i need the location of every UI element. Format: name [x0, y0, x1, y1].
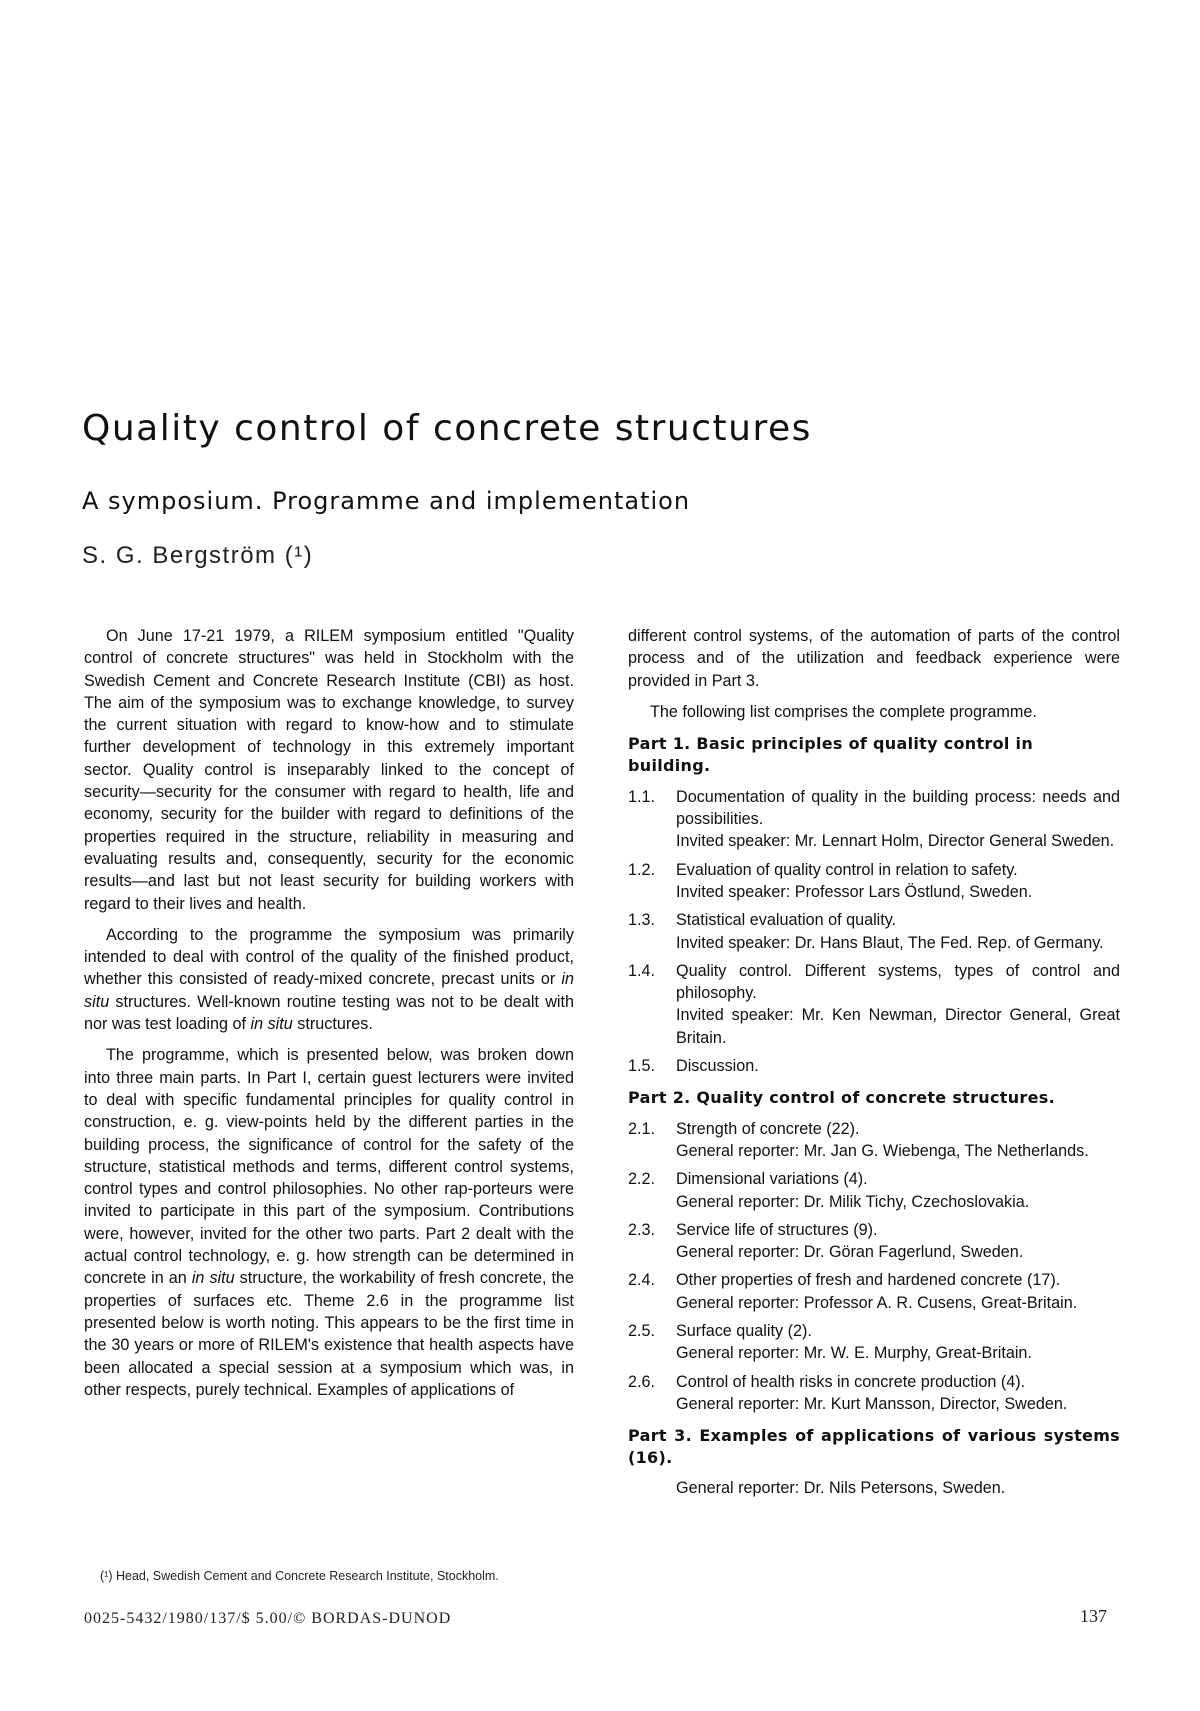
item-number: 2.1.: [628, 1119, 656, 1138]
programme-item: [628, 1269, 1120, 1314]
item-title: Other properties of fresh and hardened concrete (17).: [676, 1271, 1061, 1290]
programme-item: [628, 1371, 1120, 1416]
item-title: Control of health risks in concrete production (4).: [676, 1372, 1026, 1391]
body-paragraph-continuation: different control systems, of the automation of parts of the control process and of the utilization and feedback experience were provided in Part 3.: [628, 627, 1120, 690]
item-speaker: General reporter: Dr. Göran Fagerlund, Sweden.: [676, 1243, 1024, 1262]
programme-item: [628, 1118, 1120, 1163]
part3-heading: Part 3. Examples of applications of various systems (16).: [628, 1426, 1120, 1468]
item-title: Statistical evaluation of quality.: [676, 911, 897, 930]
item-title: Quality control. Different systems, types of control and philosophy.: [676, 961, 1120, 1003]
programme-item: [628, 1219, 1120, 1264]
item-number: 2.6.: [628, 1372, 656, 1391]
item-number: 1.5.: [628, 1057, 656, 1076]
item-number: 1.3.: [628, 911, 656, 930]
item-speaker: General reporter: Mr. W. E. Murphy, Great-Britain.: [676, 1344, 1032, 1363]
item-speaker: General reporter: Mr. Kurt Mansson, Director, Sweden.: [676, 1394, 1068, 1413]
body-paragraph: On June 17-21 1979, a RILEM symposium entitled "Quality control of concrete structures" was held in Stockholm with the Swedish Cement and Concrete Research Institute (CBI) as host. The aim of the symposium was to exchange knowledge, to survey the current situation with regard to know-how and to stimulate further development of technology in this extremely important sector. Quality control is inseparably linked to the concept of security—security for the consumer with regard to health, life and economy, security for the builder with regard to definitions of the properties required in the structure, reliability in measuring and evaluating results and, consequently, security for the economic results—and last but not least security for building workers with regard to their lives and health.: [84, 627, 574, 913]
part2-heading: Part 2. Quality control of concrete structures.: [628, 1088, 1055, 1108]
item-speaker: Invited speaker: Mr. Lennart Holm, Director General Sweden.: [676, 832, 1115, 851]
item-number: 2.4.: [628, 1271, 656, 1290]
item-number: 2.5.: [628, 1322, 656, 1341]
part3-reporter: General reporter: Dr. Nils Petersons, Sweden.: [676, 1479, 1006, 1498]
item-speaker: General reporter: Mr. Jan G. Wiebenga, The Netherlands.: [676, 1141, 1089, 1160]
body-paragraph: The programme, which is presented below, was broken down into three main parts. In Part I, certain guest lecturers were invited to deal with specific fundamental principles for quality control in construction, e. g. view-points held by the different parties in the building process, the significance of control for the safety of the structure, statistical methods and terms, different control systems, control types and control philosophies. No other rap-porteurs were invited to participate in this part of the symposium. Contributions were, however, invited for the other two parts. Part 2 dealt with the actual control technology, e. g. how strength can be determined in concrete in an in situ structure, the workability of fresh concrete, the properties of surfaces etc. Theme 2.6 in the programme list presented below is worth noting. This appears to be the first time in the 30 years or more of RILEM's existence that health aspects have been allocated a special session at a symposium which was, in other respects, purely technical. Examples of applications of: [84, 1046, 574, 1399]
item-title: Surface quality (2).: [676, 1322, 812, 1341]
programme-item: [628, 1168, 1120, 1213]
item-speaker: Invited speaker: Dr. Hans Blaut, The Fed. Rep. of Germany.: [676, 933, 1104, 952]
programme-item: [628, 1055, 1120, 1077]
body-paragraph: According to the programme the symposium was primarily intended to deal with control of the quality of the finished product, whether this consisted of ready-mixed concrete, precast units or in situ structures. Well-known routine testing was not to be dealt with nor was test loading of in situ structures.: [84, 925, 574, 1034]
article-title: Quality control of concrete structures: [82, 408, 812, 449]
item-number: 2.3.: [628, 1220, 656, 1239]
article-subtitle: A symposium. Programme and implementation: [82, 487, 691, 515]
item-title: Dimensional variations (4).: [676, 1170, 868, 1189]
copyright-line: 0025-5432/1980/137/$ 5.00/© BORDAS-DUNOD: [84, 1610, 452, 1627]
item-speaker: Invited speaker: Mr. Ken Newman, Director General, Great Britain.: [676, 1006, 1120, 1047]
item-number: 1.1.: [628, 787, 656, 806]
item-title: Evaluation of quality control in relation to safety.: [676, 860, 1018, 879]
item-number: 1.2.: [628, 860, 656, 879]
programme-item: [628, 786, 1120, 853]
footnote: (¹) Head, Swedish Cement and Concrete Research Institute, Stockholm.: [100, 1569, 499, 1583]
programme-item: [628, 960, 1120, 1049]
programme-item: [628, 859, 1120, 904]
item-title: Service life of structures (9).: [676, 1220, 878, 1239]
left-column: [84, 625, 574, 1410]
part1-heading: Part 1. Basic principles of quality control in building.: [628, 734, 1034, 776]
item-number: 2.2.: [628, 1170, 656, 1189]
right-column: [628, 625, 1120, 1500]
item-speaker: General reporter: Dr. Milik Tichy, Czechoslovakia.: [676, 1192, 1030, 1211]
item-number: 1.4.: [628, 961, 656, 980]
item-title: Documentation of quality in the building process: needs and possibilities.: [676, 787, 1120, 829]
programme-item: [628, 1320, 1120, 1365]
article-author: S. G. Bergström (¹): [82, 542, 314, 569]
item-title: Discussion.: [676, 1057, 759, 1076]
item-title: Strength of concrete (22).: [676, 1119, 860, 1138]
item-speaker: Invited speaker: Professor Lars Östlund, Sweden.: [676, 882, 1033, 901]
page-number: 137: [1080, 1606, 1107, 1626]
programme-intro: The following list comprises the complete programme.: [650, 702, 1037, 721]
programme-item: [628, 909, 1120, 954]
item-speaker: General reporter: Professor A. R. Cusens, Great-Britain.: [676, 1293, 1078, 1312]
